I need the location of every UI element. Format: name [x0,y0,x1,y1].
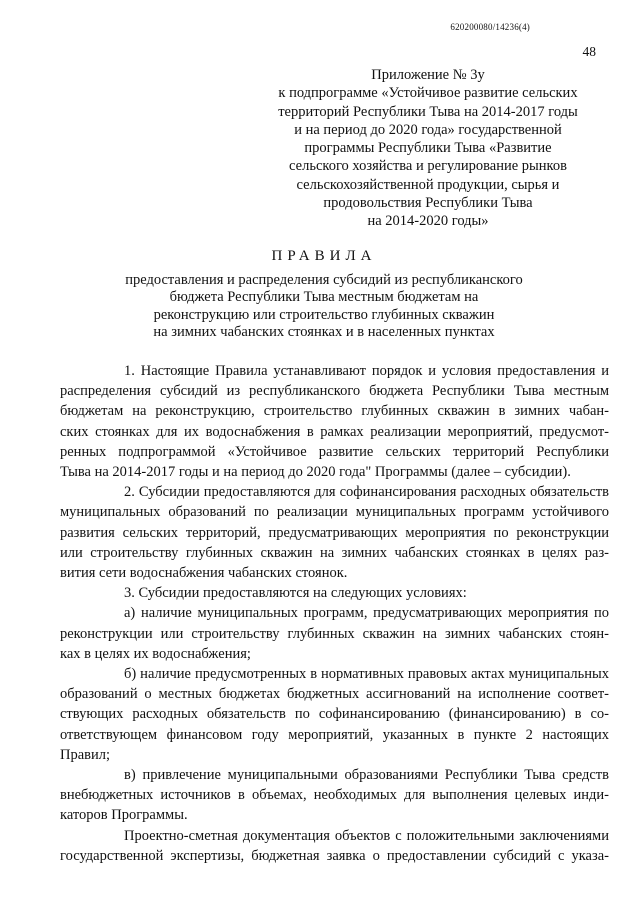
appendix-block [278,66,578,231]
body-text-line: в) привлечение муниципальными образованиями Республики Тыва средств [124,767,609,784]
rules-subtitle-line: на зимних чабанских стоянках и в населенных пунктах [153,324,495,340]
body-text-line: образований о местных бюджетах бюджетных ассигнований на исполнение соответ- [60,686,609,703]
appendix-line: Приложение № 3у [371,67,485,83]
body-text-line: Тыва на 2014-2017 годы и на период до 2020 года" Программы (далее – субсидии). [60,464,571,481]
body-text-line: распределения субсидий из республиканского бюджета Республики Тыва местным [60,383,609,400]
body-text-line: муниципальных образований по реализации муниципальных программ устойчивого [60,504,609,521]
body-text-line: или строительству глубинных скважин на зимних чабанских стоянках в целях раз- [60,544,609,561]
appendix-line: продовольствия Республики Тыва [323,195,533,212]
appendix-line: и на период до 2020 года» государственной [294,121,562,138]
rules-subtitle-line: бюджета Республики Тыва местным бюджетам на [169,289,479,305]
rules-body [60,361,609,866]
page-number: 48 [582,44,596,59]
body-text-line: Проектно-сметная документация объектов с положительными заключениями [124,827,609,844]
body-text-line: 2. Субсидии предоставляются для софинансирования расходных обязательств [124,484,609,501]
appendix-line: сельскохозяйственной продукции, сырья и [296,176,560,193]
rules-heading: ПРАВИЛА [271,248,377,264]
body-text-line: каторов Программы. [60,807,188,824]
body-text-line: 1. Настоящие Правила устанавливают порядок и условия предоставления и [124,363,609,379]
body-text-line: ках в целях их водоснабжения; [60,645,251,662]
body-text-line: ответствующем финансовом году мероприятий, указанных в пункте 2 настоящих [60,726,609,743]
body-text-line: Правил; [60,746,111,763]
body-text-line: реконструкции или строительству глубинных скважин на зимних чабанских стоян- [60,625,609,642]
body-text-line: а) наличие муниципальных программ, предусматривающих мероприятия по [124,605,609,622]
rules-subtitle-line: реконструкцию или строительство глубинных скважин [153,306,495,323]
body-text-line: развития сельских территорий, предусматривающих мероприятия по реконструкции [60,524,609,541]
appendix-line: к подпрограмме «Устойчивое развитие сельских [278,85,578,102]
document-code: 620200080/14236(4) [450,22,530,32]
appendix-line: на 2014-2020 годы» [367,213,489,230]
rules-title-block [60,248,588,342]
body-text-line: ствующих расходных обязательств по софинансированию (финансированию) в со- [60,706,609,723]
rules-subtitle-line: предоставления и распределения субсидий из республиканского [125,271,523,288]
appendix-line: сельского хозяйства и регулирование рынков [289,158,567,175]
body-text-line: внебюджетных источников в объемах, необходимых для выполнения целевых инди- [60,787,609,804]
body-text-line: вития сети водоснабжения чабанских стоянок. [60,565,348,582]
body-text-line: ренных подпрограммой «Устойчивое развитие сельских территорий Республики [60,443,609,460]
body-text-line: государственной экспертизы, бюджетная заявка о предоставлении субсидий с указа- [60,847,609,864]
body-text-line: 3. Субсидии предоставляются на следующих условиях: [124,585,467,602]
body-text-line: бюджетам на реконструкцию, строительство глубинных скважин в зимних чабан- [60,403,609,420]
appendix-line: программы Республики Тыва «Развитие [304,140,552,157]
appendix-line: территорий Республики Тыва на 2014-2017 годы [278,103,578,120]
body-text-line: б) наличие предусмотренных в нормативных правовых актах муниципальных [124,666,609,683]
body-text-line: ских стоянках для их водоснабжения в рамках реализации мероприятий, предусмот- [60,423,609,440]
